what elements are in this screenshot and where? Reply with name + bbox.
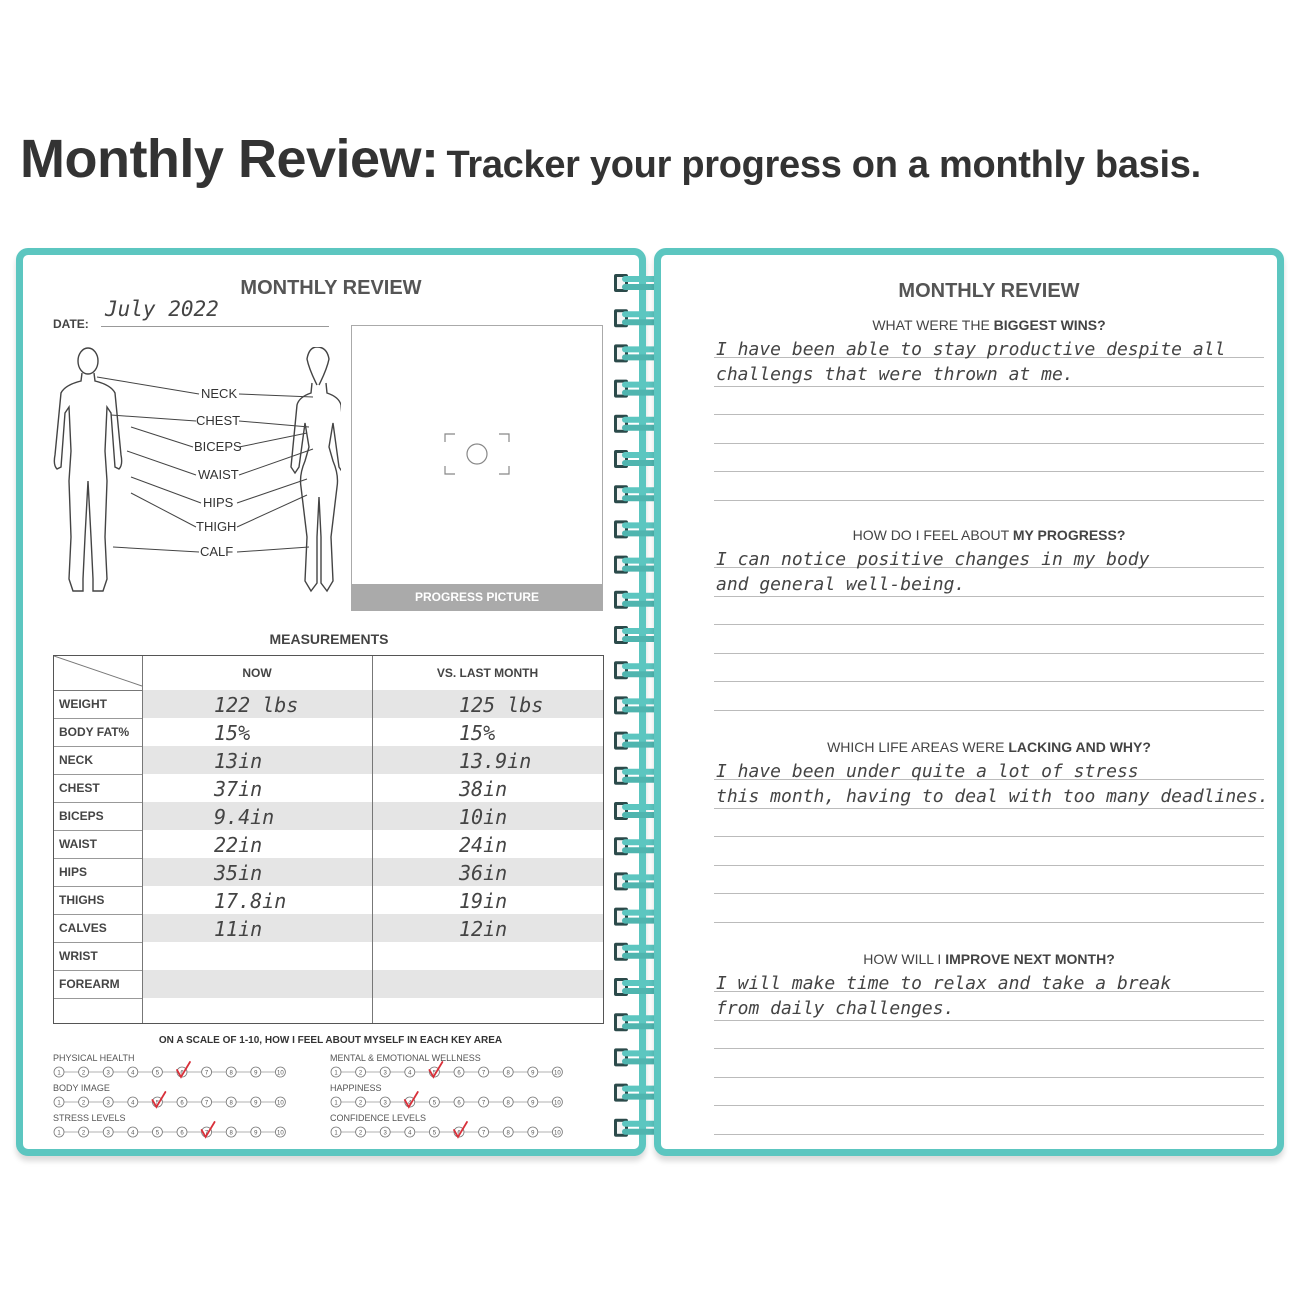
rating-number: 9	[531, 1070, 535, 1077]
table-corner-diagonal	[54, 656, 142, 690]
body-label-waist: WAIST	[198, 467, 239, 482]
rating-number: 3	[106, 1070, 110, 1077]
scale-label: BODY IMAGE	[53, 1083, 110, 1093]
row-label: WEIGHT	[59, 697, 107, 711]
now-value[interactable]: 22in	[214, 833, 263, 857]
progress-picture-caption: PROGRESS PICTURE	[352, 584, 602, 610]
scale-label: CONFIDENCE LEVELS	[330, 1113, 427, 1123]
answer-text[interactable]: I have been under quite a lot of stress	[716, 761, 1139, 782]
headline-main: Monthly Review:	[20, 129, 439, 189]
rating-scale	[330, 1094, 570, 1110]
row-label: WRIST	[59, 949, 98, 963]
answer-text[interactable]: challengs that were thrown at me.	[716, 364, 1074, 385]
body-label-neck: NECK	[201, 386, 238, 401]
last-month-value[interactable]: 24in	[459, 833, 508, 857]
table-row	[54, 830, 603, 858]
rating-scale	[53, 1064, 293, 1080]
rating-number: 8	[506, 1070, 510, 1077]
scale-area	[53, 1113, 293, 1139]
body-label-hips: HIPS	[203, 495, 234, 510]
question-text: WHICH LIFE AREAS WERE	[827, 739, 1009, 755]
answer-text[interactable]: I can notice positive changes in my body	[716, 549, 1150, 570]
table-row	[54, 858, 603, 886]
rating-number: 10	[277, 1100, 284, 1107]
rating-number: 4	[408, 1070, 412, 1077]
rating-number: 6	[180, 1130, 184, 1137]
last-month-value[interactable]: 36in	[459, 861, 508, 885]
rating-number: 2	[81, 1130, 86, 1137]
question-text: WHAT WERE THE	[872, 317, 994, 333]
body-measurement-diagram	[51, 347, 341, 607]
rating-number: 5	[432, 1070, 437, 1077]
body-labels	[194, 386, 242, 559]
rating-number: 6	[180, 1070, 184, 1077]
rating-number: 2	[358, 1070, 363, 1077]
camera-icon	[443, 432, 511, 476]
row-label: FOREARM	[59, 977, 120, 991]
measurements-title: MEASUREMENTS	[269, 631, 389, 647]
progress-picture-box[interactable]	[351, 325, 603, 611]
scale-area	[330, 1113, 570, 1139]
scale-area	[53, 1083, 293, 1109]
rating-number: 2	[81, 1100, 86, 1107]
rating-number: 2	[358, 1100, 363, 1107]
writing-line	[714, 1048, 1264, 1049]
rating-number: 8	[506, 1130, 510, 1137]
measurements-table	[53, 655, 604, 1024]
rating-number: 6	[457, 1130, 461, 1137]
rating-number: 4	[408, 1100, 412, 1107]
rating-number: 9	[254, 1070, 258, 1077]
rating-number: 5	[432, 1130, 437, 1137]
rating-scale	[330, 1064, 570, 1080]
last-month-value[interactable]: 19in	[459, 889, 508, 913]
rating-number: 8	[229, 1130, 233, 1137]
question-emphasis: IMPROVE NEXT MONTH?	[945, 951, 1115, 967]
rating-number: 4	[131, 1100, 135, 1107]
answer-text[interactable]: this month, having to deal with too many deadlines.	[716, 786, 1269, 807]
writing-line	[714, 1020, 1264, 1021]
question-heading	[661, 951, 1300, 967]
last-month-value[interactable]: 12in	[459, 917, 508, 941]
now-value[interactable]: 17.8in	[214, 889, 287, 913]
last-month-value[interactable]: 15%	[459, 721, 496, 745]
rating-number: 6	[457, 1100, 461, 1107]
rating-number: 3	[106, 1130, 110, 1137]
last-month-value[interactable]: 10in	[459, 805, 508, 829]
female-figure	[291, 347, 341, 591]
rating-number: 3	[383, 1100, 387, 1107]
column-header-last-month: VS. LAST MONTH	[436, 666, 539, 680]
body-label-biceps: BICEPS	[194, 439, 242, 454]
male-figure	[54, 348, 121, 591]
last-month-value[interactable]: 38in	[459, 777, 508, 801]
question-text: HOW DO I FEEL ABOUT	[852, 527, 1013, 543]
question-emphasis: MY PROGRESS?	[1012, 527, 1126, 543]
rating-number: 9	[254, 1100, 258, 1107]
rating-number: 7	[481, 1100, 486, 1107]
body-label-thigh: THIGH	[196, 519, 237, 534]
table-row	[54, 914, 603, 942]
writing-line	[714, 1105, 1264, 1106]
rating-number: 4	[131, 1070, 135, 1077]
now-value[interactable]: 13in	[214, 749, 263, 773]
rating-number: 8	[506, 1100, 510, 1107]
now-value[interactable]: 11in	[214, 917, 263, 941]
row-label: NECK	[59, 753, 94, 767]
now-value[interactable]: 15%	[214, 721, 251, 745]
question-heading	[661, 317, 1300, 333]
rating-number: 4	[408, 1130, 412, 1137]
now-value[interactable]: 122 lbs	[214, 693, 299, 717]
rating-number: 10	[554, 1070, 561, 1077]
rating-number: 8	[229, 1070, 233, 1077]
rating-number: 10	[277, 1070, 284, 1077]
last-month-value[interactable]: 125 lbs	[459, 693, 544, 717]
rating-number: 6	[180, 1100, 184, 1107]
rating-number: 9	[531, 1130, 535, 1137]
table-row	[54, 690, 603, 718]
rating-number: 8	[229, 1100, 233, 1107]
rating-number: 3	[383, 1130, 387, 1137]
rating-number: 2	[81, 1070, 86, 1077]
writing-line	[714, 681, 1264, 682]
now-value[interactable]: 35in	[214, 861, 263, 885]
rating-number: 3	[106, 1100, 110, 1107]
question-emphasis: LACKING AND WHY?	[1008, 739, 1151, 755]
writing-line	[714, 865, 1264, 866]
body-label-chest: CHEST	[196, 413, 241, 428]
rating-scale	[53, 1124, 293, 1140]
writing-line	[714, 893, 1264, 894]
row-label: WAIST	[59, 837, 97, 851]
table-row	[54, 718, 603, 746]
left-page	[16, 248, 646, 1156]
rating-number: 1	[57, 1130, 61, 1137]
writing-line	[714, 1077, 1264, 1078]
writing-line	[714, 710, 1264, 711]
last-month-value[interactable]: 13.9in	[459, 749, 532, 773]
writing-line	[714, 596, 1264, 597]
rating-number: 7	[204, 1130, 209, 1137]
writing-line	[714, 808, 1264, 809]
rating-number: 5	[155, 1100, 160, 1107]
rating-number: 1	[57, 1070, 61, 1077]
question-emphasis: BIGGEST WINS?	[993, 317, 1106, 333]
writing-line	[714, 624, 1264, 625]
date-line	[101, 326, 329, 327]
rating-number: 10	[554, 1130, 561, 1137]
table-row	[54, 970, 603, 998]
rating-number: 10	[277, 1130, 284, 1137]
rating-number: 5	[155, 1130, 160, 1137]
question-heading	[661, 739, 1300, 755]
answer-text[interactable]: from daily challenges.	[716, 998, 955, 1019]
row-label: THIGHS	[59, 893, 105, 907]
scale-label: STRESS LEVELS	[53, 1113, 126, 1123]
row-label: HIPS	[59, 865, 88, 879]
headline-sub: Tracker your progress on a monthly basis.	[446, 144, 1201, 186]
rating-number: 6	[457, 1070, 461, 1077]
question-text: HOW WILL I	[863, 951, 946, 967]
writing-line	[714, 1134, 1264, 1135]
table-row	[54, 774, 603, 802]
row-label: CALVES	[59, 921, 107, 935]
date-value[interactable]: July 2022	[105, 297, 219, 321]
writing-line	[714, 653, 1264, 654]
row-label: BODY FAT%	[59, 725, 130, 739]
writing-line	[714, 471, 1264, 472]
rating-number: 1	[334, 1070, 338, 1077]
rating-number: 9	[531, 1100, 535, 1107]
writing-line	[714, 414, 1264, 415]
rating-number: 7	[204, 1070, 209, 1077]
rating-number: 7	[481, 1070, 486, 1077]
writing-line	[714, 443, 1264, 444]
table-row	[54, 942, 603, 970]
left-page-title: MONTHLY REVIEW	[240, 277, 422, 299]
rating-number: 9	[254, 1130, 258, 1137]
rating-number: 3	[383, 1070, 387, 1077]
rating-number: 2	[358, 1130, 363, 1137]
scale-label: MENTAL & EMOTIONAL WELLNESS	[330, 1053, 481, 1063]
answer-text[interactable]: I have been able to stay productive despite all	[716, 339, 1226, 360]
rating-number: 5	[155, 1070, 160, 1077]
right-page	[654, 248, 1284, 1156]
rating-scale	[53, 1094, 293, 1110]
rating-number: 10	[554, 1100, 561, 1107]
answer-text[interactable]: I will make time to relax and take a break	[716, 973, 1172, 994]
question-heading	[661, 527, 1300, 543]
scale-area	[330, 1053, 570, 1079]
writing-line	[714, 922, 1264, 923]
headline	[20, 128, 1295, 190]
body-label-calf: CALF	[200, 544, 234, 559]
date-label: DATE:	[53, 317, 89, 331]
now-value[interactable]: 9.4in	[214, 805, 275, 829]
rating-number: 7	[204, 1100, 209, 1107]
scale-title: ON A SCALE OF 1-10, HOW I FEEL ABOUT MYSELF IN EACH KEY AREA	[158, 1035, 503, 1046]
row-label: BICEPS	[59, 809, 104, 823]
scale-label: HAPPINESS	[330, 1083, 382, 1093]
scale-area	[53, 1053, 293, 1079]
rating-number: 1	[334, 1130, 338, 1137]
writing-line	[714, 836, 1264, 837]
table-row	[54, 886, 603, 914]
row-label: CHEST	[59, 781, 100, 795]
rating-number: 4	[131, 1130, 135, 1137]
column-header-now: NOW	[242, 666, 272, 680]
table-row	[54, 746, 603, 774]
right-page-title: MONTHLY REVIEW	[898, 280, 1080, 302]
rating-scale	[330, 1124, 570, 1140]
table-row	[54, 802, 603, 830]
scale-area	[330, 1083, 570, 1109]
writing-line	[714, 500, 1264, 501]
answer-text[interactable]: and general well-being.	[716, 574, 966, 595]
writing-line	[714, 386, 1264, 387]
rating-number: 7	[481, 1130, 486, 1137]
scale-label: PHYSICAL HEALTH	[53, 1053, 135, 1063]
rating-number: 1	[57, 1100, 61, 1107]
rating-number: 5	[432, 1100, 437, 1107]
rating-number: 1	[334, 1100, 338, 1107]
now-value[interactable]: 37in	[214, 777, 263, 801]
